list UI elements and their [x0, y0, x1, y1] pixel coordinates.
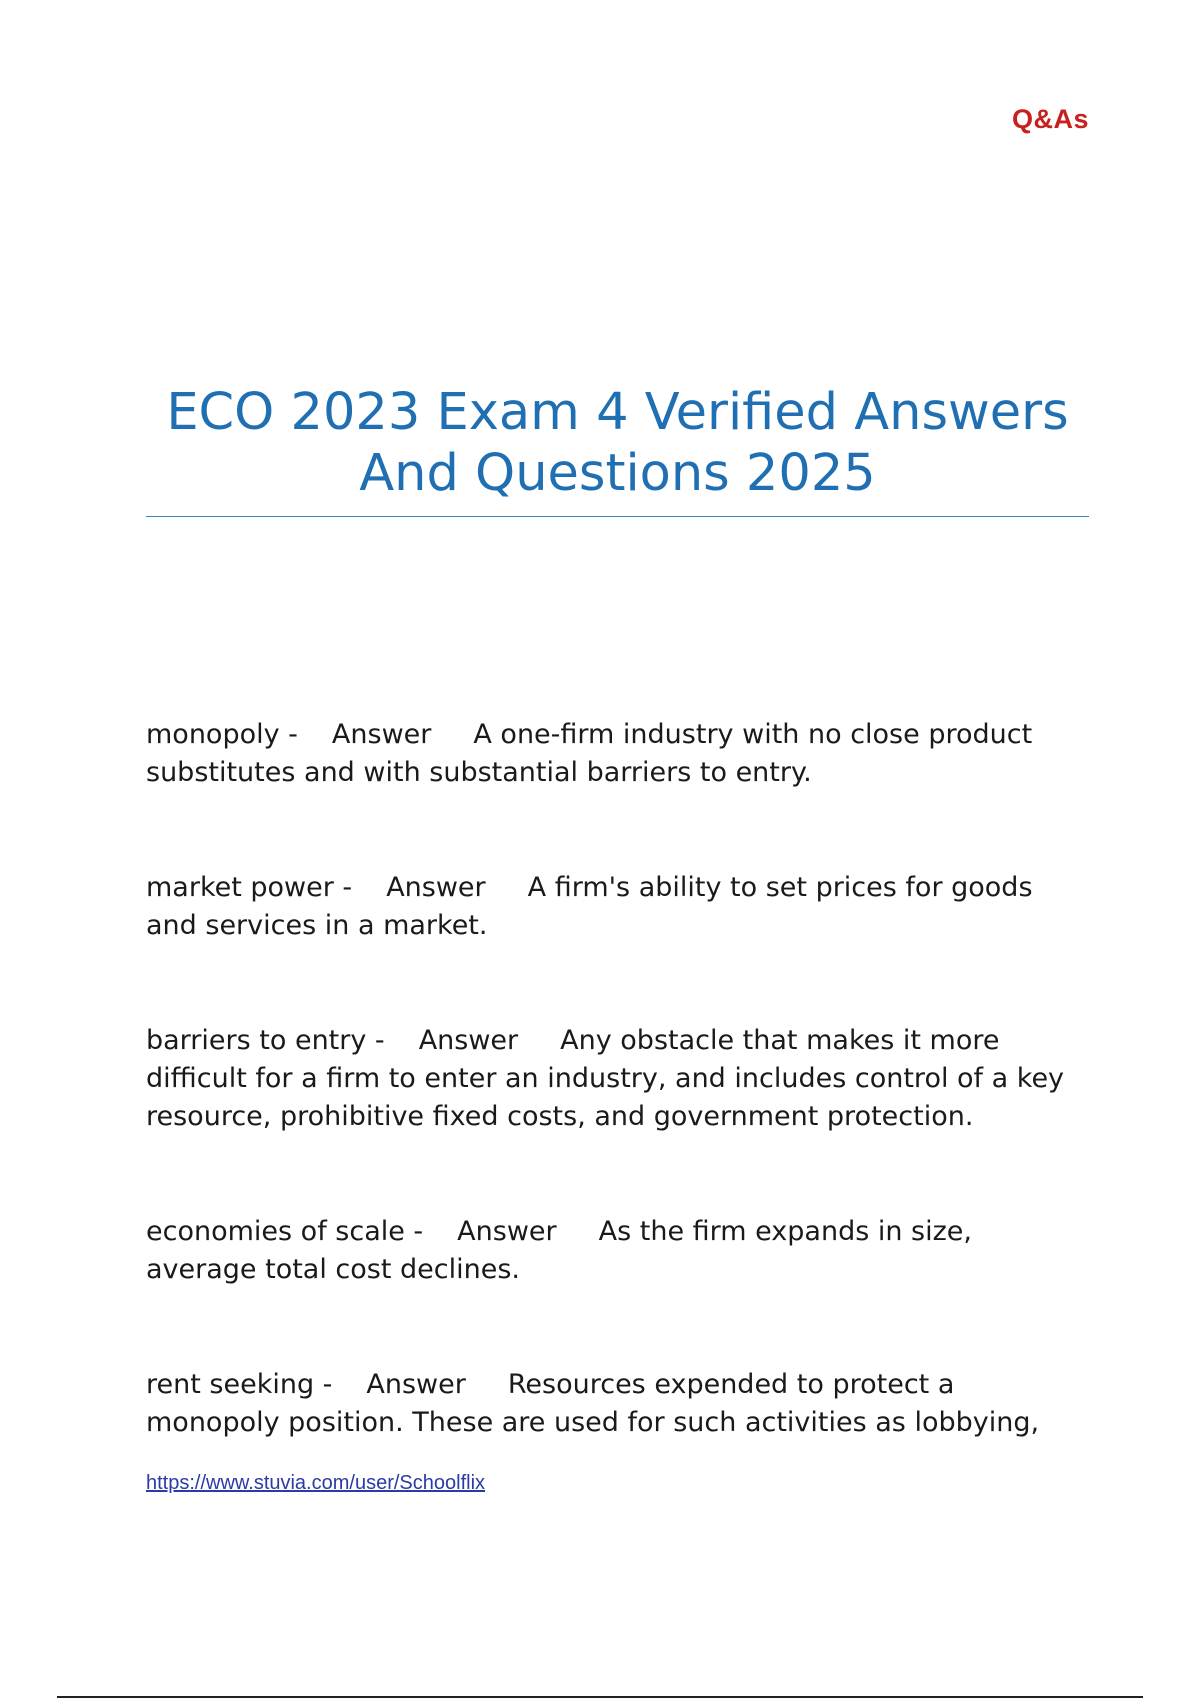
- qa-definition: A firm's ability to set prices for goods and services in a market.: [146, 872, 1033, 941]
- qa-term: market power -: [146, 872, 353, 903]
- qa-term: monopoly -: [146, 719, 298, 750]
- answer-label: Answer: [418, 1025, 519, 1056]
- page-bottom-divider: [57, 1696, 1143, 1698]
- qa-definition: Resources expended to protect a monopoly position. These are used for such activities as lobbying,: [146, 1369, 1040, 1438]
- qa-item: [146, 1022, 1091, 1136]
- qa-definition: As the firm expands in size, average total cost declines.: [146, 1216, 972, 1285]
- document-title: ECO 2023 Exam 4 Verified Answers And Questions 2025: [166, 383, 1069, 503]
- qa-term: rent seeking -: [146, 1369, 333, 1400]
- answer-label: Answer: [386, 872, 486, 903]
- qa-term: barriers to entry -: [146, 1025, 385, 1056]
- qa-definition: A one-firm industry with no close product substitutes and with substantial barriers to entry.: [146, 719, 1033, 788]
- qa-header-tag: Q&As: [1011, 104, 1089, 134]
- qa-item: [146, 1366, 1091, 1442]
- title-block: [146, 382, 1089, 517]
- qa-item: [146, 716, 1091, 792]
- answer-label: Answer: [331, 719, 432, 750]
- answer-label: Answer: [457, 1216, 557, 1247]
- qa-definition: Any obstacle that makes it more difficult for a firm to enter an industry, and includes control of a key resource, prohibitive fixed costs, and government protection.: [146, 1025, 1065, 1132]
- qa-item: [146, 1213, 1091, 1289]
- source-link[interactable]: https://www.stuvia.com/user/Schoolflix: [146, 1472, 486, 1494]
- title-divider: [146, 516, 1089, 517]
- qa-list: [146, 716, 1091, 1519]
- qa-term: economies of scale -: [146, 1216, 424, 1247]
- qa-item: [146, 869, 1091, 945]
- answer-label: Answer: [366, 1369, 466, 1400]
